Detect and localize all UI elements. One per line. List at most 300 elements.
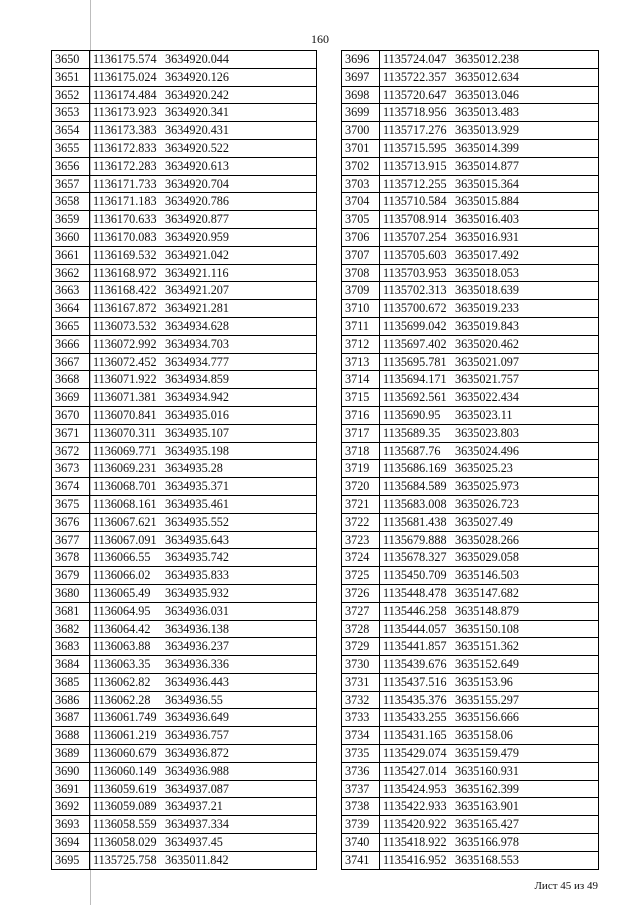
y-coordinate: 3635017.492	[455, 247, 519, 262]
point-coordinates	[90, 264, 317, 282]
x-coordinate: 1135700.672	[383, 301, 447, 316]
x-coordinate: 1135431.165	[383, 728, 447, 743]
x-coordinate: 1136173.383	[93, 123, 157, 138]
x-coordinate: 1136172.283	[93, 158, 157, 173]
point-coordinates	[380, 122, 599, 140]
y-coordinate: 3635011.842	[165, 852, 229, 867]
point-number: 3725	[342, 567, 380, 585]
point-coordinates	[90, 745, 317, 763]
y-coordinate: 3635153.96	[455, 674, 513, 689]
point-coordinates	[380, 602, 599, 620]
y-coordinate: 3634936.55	[165, 692, 223, 707]
y-coordinate: 3635155.297	[455, 692, 519, 707]
y-coordinate: 3635016.931	[455, 229, 519, 244]
table-row	[342, 602, 599, 620]
x-coordinate: 1136071.381	[93, 390, 157, 405]
point-number: 3650	[52, 51, 90, 69]
y-coordinate: 3635025.23	[455, 461, 513, 476]
table-row	[342, 86, 599, 104]
table-row	[52, 228, 317, 246]
table-row	[342, 691, 599, 709]
point-coordinates	[380, 282, 599, 300]
point-number: 3673	[52, 460, 90, 478]
x-coordinate: 1136174.484	[93, 87, 157, 102]
point-number: 3737	[342, 780, 380, 798]
point-number: 3730	[342, 656, 380, 674]
x-coordinate: 1135689.35	[383, 425, 441, 440]
point-number: 3712	[342, 335, 380, 353]
x-coordinate: 1136061.749	[93, 710, 157, 725]
point-number: 3692	[52, 798, 90, 816]
point-number: 3675	[52, 495, 90, 513]
y-coordinate: 3634936.031	[165, 603, 229, 618]
table-row	[52, 549, 317, 567]
point-coordinates	[90, 834, 317, 852]
y-coordinate: 3634934.628	[165, 318, 229, 333]
y-coordinate: 3635013.929	[455, 123, 519, 138]
table-row	[342, 478, 599, 496]
point-coordinates	[90, 727, 317, 745]
table-row	[52, 424, 317, 442]
table-row	[342, 549, 599, 567]
point-number: 3669	[52, 389, 90, 407]
x-coordinate: 1136175.574	[93, 52, 157, 66]
point-coordinates	[90, 51, 317, 69]
table-row	[52, 638, 317, 656]
point-coordinates	[90, 300, 317, 318]
point-coordinates	[90, 424, 317, 442]
point-coordinates	[90, 442, 317, 460]
point-coordinates	[90, 157, 317, 175]
table-row	[52, 478, 317, 496]
x-coordinate: 1135686.169	[383, 461, 447, 476]
point-coordinates	[380, 798, 599, 816]
point-number: 3666	[52, 335, 90, 353]
point-number: 3707	[342, 246, 380, 264]
x-coordinate: 1135450.709	[383, 568, 447, 583]
y-coordinate: 3635162.399	[455, 781, 519, 796]
point-coordinates	[380, 762, 599, 780]
table-row	[52, 620, 317, 638]
point-coordinates	[380, 317, 599, 335]
point-number: 3667	[52, 353, 90, 371]
point-coordinates	[90, 371, 317, 389]
point-coordinates	[90, 549, 317, 567]
y-coordinate: 3634921.042	[165, 247, 229, 262]
table-row	[342, 424, 599, 442]
y-coordinate: 3634921.281	[165, 301, 229, 316]
point-coordinates	[380, 673, 599, 691]
point-number: 3719	[342, 460, 380, 478]
y-coordinate: 3635160.931	[455, 763, 519, 778]
x-coordinate: 1136170.633	[93, 212, 157, 227]
y-coordinate: 3635156.666	[455, 710, 519, 725]
x-coordinate: 1136171.183	[93, 194, 157, 209]
x-coordinate: 1135418.922	[383, 835, 447, 850]
y-coordinate: 3635013.483	[455, 105, 519, 120]
x-coordinate: 1135424.953	[383, 781, 447, 796]
table-row	[52, 513, 317, 531]
point-number: 3679	[52, 567, 90, 585]
point-number: 3671	[52, 424, 90, 442]
y-coordinate: 3634937.45	[165, 835, 223, 850]
point-number: 3664	[52, 300, 90, 318]
table-row	[52, 68, 317, 86]
table-row	[52, 335, 317, 353]
table-row	[52, 673, 317, 691]
x-coordinate: 1136167.872	[93, 301, 157, 316]
x-coordinate: 1135687.76	[383, 443, 441, 458]
point-coordinates	[90, 86, 317, 104]
point-coordinates	[380, 834, 599, 852]
y-coordinate: 3635151.362	[455, 639, 519, 654]
point-coordinates	[90, 193, 317, 211]
table-row	[342, 353, 599, 371]
point-coordinates	[380, 424, 599, 442]
y-coordinate: 3635021.757	[455, 372, 519, 387]
x-coordinate: 1136070.311	[93, 425, 157, 440]
table-row	[342, 638, 599, 656]
y-coordinate: 3635023.803	[455, 425, 519, 440]
point-number: 3715	[342, 389, 380, 407]
point-number: 3718	[342, 442, 380, 460]
point-number: 3665	[52, 317, 90, 335]
y-coordinate: 3635018.053	[455, 265, 519, 280]
coordinates-table-right-body	[342, 51, 599, 870]
y-coordinate: 3635147.682	[455, 585, 519, 600]
point-coordinates	[90, 139, 317, 157]
point-coordinates	[90, 638, 317, 656]
point-number: 3661	[52, 246, 90, 264]
table-row	[342, 834, 599, 852]
y-coordinate: 3634920.044	[165, 52, 229, 66]
table-row	[342, 317, 599, 335]
table-row	[52, 567, 317, 585]
point-coordinates	[380, 780, 599, 798]
point-coordinates	[90, 709, 317, 727]
x-coordinate: 1135713.915	[383, 158, 447, 173]
y-coordinate: 3635023.11	[455, 407, 513, 422]
point-number: 3733	[342, 709, 380, 727]
point-coordinates	[380, 816, 599, 834]
y-coordinate: 3634937.21	[165, 799, 223, 814]
coordinates-table-left	[51, 50, 317, 870]
y-coordinate: 3634936.336	[165, 657, 229, 672]
y-coordinate: 3634920.341	[165, 105, 229, 120]
point-number: 3693	[52, 816, 90, 834]
point-number: 3710	[342, 300, 380, 318]
point-number: 3663	[52, 282, 90, 300]
y-coordinate: 3635152.649	[455, 657, 519, 672]
y-coordinate: 3635016.403	[455, 212, 519, 227]
y-coordinate: 3634935.643	[165, 532, 229, 547]
table-row	[52, 86, 317, 104]
x-coordinate: 1135695.781	[383, 354, 447, 369]
y-coordinate: 3634934.777	[165, 354, 229, 369]
x-coordinate: 1135416.952	[383, 852, 447, 867]
table-row	[52, 406, 317, 424]
point-coordinates	[90, 620, 317, 638]
point-number: 3700	[342, 122, 380, 140]
point-coordinates	[380, 139, 599, 157]
table-row	[342, 762, 599, 780]
y-coordinate: 3635148.879	[455, 603, 519, 618]
table-row	[342, 175, 599, 193]
table-row	[52, 282, 317, 300]
x-coordinate: 1135703.953	[383, 265, 447, 280]
x-coordinate: 1135441.857	[383, 639, 447, 654]
x-coordinate: 1136072.452	[93, 354, 157, 369]
x-coordinate: 1136172.833	[93, 140, 157, 155]
point-coordinates	[90, 389, 317, 407]
point-number: 3726	[342, 584, 380, 602]
point-number: 3697	[342, 68, 380, 86]
x-coordinate: 1136060.149	[93, 763, 157, 778]
table-row	[342, 727, 599, 745]
x-coordinate: 1135724.047	[383, 52, 447, 66]
y-coordinate: 3634935.552	[165, 514, 229, 529]
point-number: 3731	[342, 673, 380, 691]
y-coordinate: 3635166.978	[455, 835, 519, 850]
point-number: 3677	[52, 531, 90, 549]
point-coordinates	[90, 673, 317, 691]
point-number: 3716	[342, 406, 380, 424]
y-coordinate: 3634936.988	[165, 763, 229, 778]
table-row	[52, 762, 317, 780]
point-number: 3738	[342, 798, 380, 816]
point-coordinates	[90, 584, 317, 602]
y-coordinate: 3635015.364	[455, 176, 519, 191]
table-row	[52, 353, 317, 371]
point-number: 3680	[52, 584, 90, 602]
y-coordinate: 3634936.138	[165, 621, 229, 636]
point-number: 3681	[52, 602, 90, 620]
page-number: 160	[311, 32, 329, 46]
table-row	[52, 442, 317, 460]
y-coordinate: 3634935.371	[165, 479, 229, 494]
point-number: 3694	[52, 834, 90, 852]
point-coordinates	[380, 193, 599, 211]
point-number: 3699	[342, 104, 380, 122]
table-row	[52, 389, 317, 407]
y-coordinate: 3635146.503	[455, 568, 519, 583]
point-coordinates	[380, 620, 599, 638]
y-coordinate: 3635022.434	[455, 390, 519, 405]
y-coordinate: 3634920.613	[165, 158, 229, 173]
table-row	[342, 780, 599, 798]
table-row	[342, 282, 599, 300]
x-coordinate: 1136073.532	[93, 318, 157, 333]
point-number: 3686	[52, 691, 90, 709]
y-coordinate: 3634920.522	[165, 140, 229, 155]
point-coordinates	[380, 460, 599, 478]
table-row	[342, 798, 599, 816]
x-coordinate: 1135446.258	[383, 603, 447, 618]
point-number: 3662	[52, 264, 90, 282]
point-coordinates	[380, 51, 599, 69]
table-row	[52, 51, 317, 69]
x-coordinate: 1135710.584	[383, 194, 447, 209]
point-number: 3740	[342, 834, 380, 852]
table-row	[52, 104, 317, 122]
point-coordinates	[90, 656, 317, 674]
point-number: 3711	[342, 317, 380, 335]
point-number: 3678	[52, 549, 90, 567]
x-coordinate: 1136059.619	[93, 781, 157, 796]
point-number: 3703	[342, 175, 380, 193]
table-row	[342, 389, 599, 407]
table-row	[342, 300, 599, 318]
y-coordinate: 3634935.016	[165, 407, 229, 422]
x-coordinate: 1135720.647	[383, 87, 447, 102]
coordinates-table-right	[341, 50, 599, 870]
table-row	[52, 175, 317, 193]
point-number: 3690	[52, 762, 90, 780]
point-coordinates	[380, 638, 599, 656]
point-number: 3685	[52, 673, 90, 691]
table-row	[52, 264, 317, 282]
point-coordinates	[90, 104, 317, 122]
point-coordinates	[90, 691, 317, 709]
point-number: 3656	[52, 157, 90, 175]
point-coordinates	[380, 531, 599, 549]
x-coordinate: 1136059.089	[93, 799, 157, 814]
y-coordinate: 3635028.266	[455, 532, 519, 547]
sheet-footer: Лист 45 из 49	[534, 880, 598, 892]
y-coordinate: 3635015.884	[455, 194, 519, 209]
table-row	[342, 442, 599, 460]
table-row	[52, 317, 317, 335]
point-coordinates	[380, 264, 599, 282]
point-coordinates	[90, 762, 317, 780]
point-number: 3721	[342, 495, 380, 513]
point-coordinates	[380, 157, 599, 175]
point-number: 3728	[342, 620, 380, 638]
x-coordinate: 1135678.327	[383, 550, 447, 565]
y-coordinate: 3634936.443	[165, 674, 229, 689]
x-coordinate: 1135715.595	[383, 140, 447, 155]
point-coordinates	[380, 246, 599, 264]
x-coordinate: 1136062.28	[93, 692, 151, 707]
point-coordinates	[380, 584, 599, 602]
x-coordinate: 1135722.357	[383, 69, 447, 84]
table-row	[52, 816, 317, 834]
point-coordinates	[90, 567, 317, 585]
table-row	[342, 51, 599, 69]
x-coordinate: 1136064.95	[93, 603, 151, 618]
point-number: 3654	[52, 122, 90, 140]
point-number: 3732	[342, 691, 380, 709]
point-coordinates	[380, 549, 599, 567]
y-coordinate: 3634935.932	[165, 585, 229, 600]
point-number: 3659	[52, 211, 90, 229]
y-coordinate: 3634937.087	[165, 781, 229, 796]
y-coordinate: 3635165.427	[455, 817, 519, 832]
point-coordinates	[90, 406, 317, 424]
y-coordinate: 3634935.833	[165, 568, 229, 583]
table-row	[52, 834, 317, 852]
x-coordinate: 1136071.922	[93, 372, 157, 387]
x-coordinate: 1136062.82	[93, 674, 151, 689]
point-coordinates	[380, 691, 599, 709]
point-number: 3684	[52, 656, 90, 674]
table-row	[342, 513, 599, 531]
point-coordinates	[90, 602, 317, 620]
point-number: 3660	[52, 228, 90, 246]
x-coordinate: 1136069.231	[93, 461, 157, 476]
y-coordinate: 3634920.959	[165, 229, 229, 244]
y-coordinate: 3635024.496	[455, 443, 519, 458]
point-number: 3651	[52, 68, 90, 86]
table-row	[52, 691, 317, 709]
x-coordinate: 1136069.771	[93, 443, 157, 458]
table-row	[52, 584, 317, 602]
table-row	[342, 264, 599, 282]
table-row	[342, 816, 599, 834]
point-number: 3674	[52, 478, 90, 496]
point-coordinates	[380, 851, 599, 869]
y-coordinate: 3635020.462	[455, 336, 519, 351]
point-coordinates	[90, 211, 317, 229]
y-coordinate: 3634934.942	[165, 390, 229, 405]
table-row	[52, 709, 317, 727]
y-coordinate: 3634920.877	[165, 212, 229, 227]
x-coordinate: 1135717.276	[383, 123, 447, 138]
point-coordinates	[380, 567, 599, 585]
point-coordinates	[380, 228, 599, 246]
table-row	[342, 656, 599, 674]
point-coordinates	[380, 68, 599, 86]
point-number: 3689	[52, 745, 90, 763]
point-coordinates	[90, 460, 317, 478]
table-row	[342, 371, 599, 389]
y-coordinate: 3635026.723	[455, 496, 519, 511]
x-coordinate: 1136065.49	[93, 585, 151, 600]
point-number: 3741	[342, 851, 380, 869]
table-row	[342, 620, 599, 638]
y-coordinate: 3634920.431	[165, 123, 229, 138]
point-number: 3701	[342, 139, 380, 157]
point-number: 3705	[342, 211, 380, 229]
x-coordinate: 1135694.171	[383, 372, 447, 387]
table-row	[342, 68, 599, 86]
point-coordinates	[380, 442, 599, 460]
point-number: 3739	[342, 816, 380, 834]
y-coordinate: 3634921.207	[165, 283, 229, 298]
table-row	[342, 193, 599, 211]
table-row	[342, 745, 599, 763]
x-coordinate: 1135422.933	[383, 799, 447, 814]
point-coordinates	[90, 228, 317, 246]
x-coordinate: 1135702.313	[383, 283, 447, 298]
table-row	[342, 567, 599, 585]
point-number: 3706	[342, 228, 380, 246]
x-coordinate: 1136063.35	[93, 657, 151, 672]
y-coordinate: 3634937.334	[165, 817, 229, 832]
point-coordinates	[90, 335, 317, 353]
point-number: 3687	[52, 709, 90, 727]
point-number: 3696	[342, 51, 380, 69]
table-row	[342, 531, 599, 549]
x-coordinate: 1136171.733	[93, 176, 157, 191]
y-coordinate: 3634936.237	[165, 639, 229, 654]
table-row	[342, 460, 599, 478]
y-coordinate: 3634936.649	[165, 710, 229, 725]
x-coordinate: 1136058.559	[93, 817, 157, 832]
y-coordinate: 3635014.877	[455, 158, 519, 173]
x-coordinate: 1135681.438	[383, 514, 447, 529]
point-coordinates	[90, 513, 317, 531]
